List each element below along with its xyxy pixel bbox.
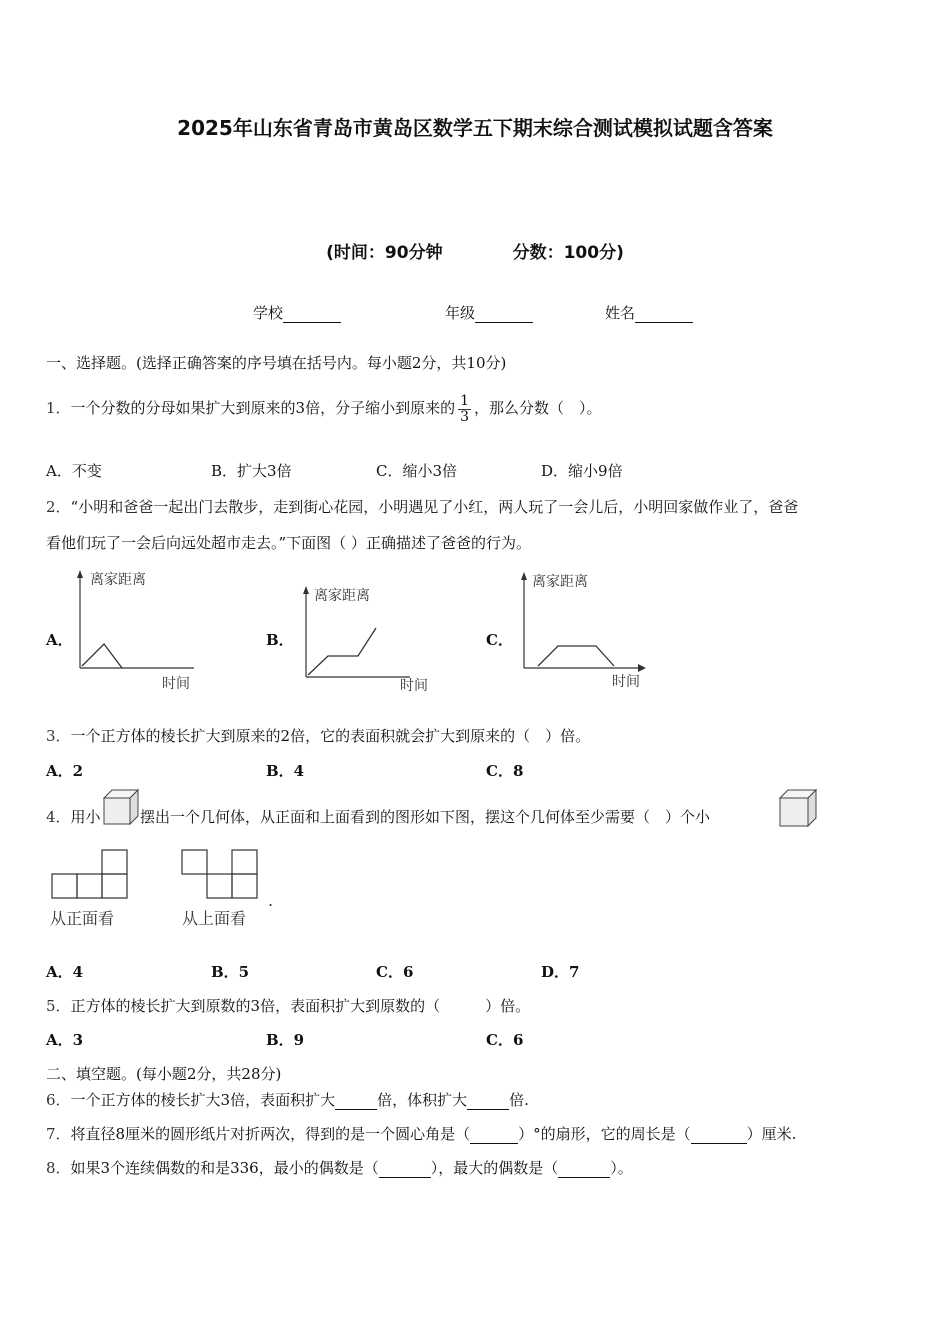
graph-a <box>64 568 199 693</box>
q6-blank-2[interactable] <box>467 1095 509 1110</box>
q3-option-a[interactable]: A．2 <box>46 762 84 780</box>
page-title: 2025年山东省青岛市黄岛区数学五下期末综合测试模拟试题含答案 <box>177 116 773 140</box>
question-6: 6．一个正方体的棱长扩大3倍，表面积扩大 倍，体积扩大 倍. <box>46 1091 529 1109</box>
q4-option-d[interactable]: D．7 <box>541 963 580 981</box>
small-cube-icon <box>102 788 140 826</box>
x-axis-label: 时间 <box>400 678 428 694</box>
q7-blank-1[interactable] <box>470 1129 518 1144</box>
x-axis-label: 时间 <box>162 676 190 692</box>
q8-blank-1[interactable] <box>379 1163 431 1178</box>
q5-option-b[interactable]: B．9 <box>266 1031 305 1049</box>
q1-option-c[interactable]: C．缩小3倍 <box>376 462 458 480</box>
q1-option-d[interactable]: D．缩小9倍 <box>541 462 623 480</box>
q4-option-c[interactable]: C．6 <box>376 963 414 981</box>
y-axis-label: 离家距离 <box>90 572 146 588</box>
question-1: 1．一个分数的分母如果扩大到原来的3倍，分子缩小到原来的 $\frac{1}{3}$ ，那么分数（ ）。 <box>46 392 602 425</box>
q1-option-a[interactable]: A．不变 <box>46 462 102 480</box>
q6-blank-1[interactable] <box>335 1095 377 1110</box>
q2-option-c[interactable]: C． <box>486 631 513 649</box>
grade-field[interactable]: 年级 <box>445 302 533 323</box>
time-label: (时间：90分钟 <box>326 243 443 263</box>
y-axis-label: 离家距离 <box>532 574 588 590</box>
q3-option-c[interactable]: C．8 <box>486 762 524 780</box>
question-7: 7．将直径8厘米的圆形纸片对折两次，得到的是一个圆心角是（ ）°的扇形，它的周长是（ ）厘米. <box>46 1125 797 1143</box>
fraction-one-third: $\frac{1}{3}$ <box>460 392 470 425</box>
q2-option-b[interactable]: B． <box>266 631 294 649</box>
period-mark: . <box>268 891 274 910</box>
q8-blank-2[interactable] <box>558 1163 610 1178</box>
q5-option-c[interactable]: C．6 <box>486 1031 524 1049</box>
q4-views-figure <box>46 844 286 934</box>
graph-b <box>290 582 440 694</box>
section1-heading: 一、选择题。(选择正确答案的序号填在括号内。每小题2分，共10分) <box>46 354 507 372</box>
x-axis-label: 时间 <box>612 674 640 690</box>
q3-option-b[interactable]: B．4 <box>266 762 305 780</box>
question-5: 5．正方体的棱长扩大到原数的3倍，表面积扩大到原数的（ ）倍。 <box>46 997 531 1015</box>
top-view-label: 从上面看 <box>182 909 247 928</box>
question-2-line2: 看他们玩了一会后向远处超市走去。”下面图（ ）正确描述了爸爸的行为。 <box>46 534 531 552</box>
front-view-label: 从正面看 <box>50 909 115 928</box>
front-view <box>52 850 127 898</box>
question-4-prefix: 4．用小 <box>46 808 101 826</box>
score-label: 分数：100分) <box>512 243 624 263</box>
question-8: 8．如果3个连续偶数的和是336，最小的偶数是（ ），最大的偶数是（ ）。 <box>46 1159 633 1177</box>
top-view <box>182 850 257 898</box>
graph-c <box>508 570 653 692</box>
small-cube-icon <box>778 788 818 828</box>
school-field[interactable]: 学校 <box>253 302 341 323</box>
question-2-line1: 2．“小明和爸爸一起出门去散步，走到街心花园，小明遇见了小红，两人玩了一会儿后，小明回家做作业了，爸爸 <box>46 498 799 516</box>
q7-blank-2[interactable] <box>691 1129 747 1144</box>
q4-option-b[interactable]: B．5 <box>211 963 250 981</box>
section2-heading: 二、填空题。(每小题2分，共28分) <box>46 1065 282 1083</box>
y-axis-label: 离家距离 <box>314 588 370 604</box>
q2-option-a[interactable]: A． <box>46 631 73 649</box>
question-3: 3．一个正方体的棱长扩大到原来的2倍，它的表面积就会扩大到原来的（ ）倍。 <box>46 727 591 745</box>
name-field[interactable]: 姓名 <box>605 302 693 323</box>
q4-option-a[interactable]: A．4 <box>46 963 84 981</box>
question-4-text: 摆出一个几何体，从正面和上面看到的图形如下图，摆这个几何体至少需要（ ）个小 <box>140 808 711 826</box>
exam-info <box>0 238 950 263</box>
q1-option-b[interactable]: B．扩大3倍 <box>211 462 292 480</box>
q5-option-a[interactable]: A．3 <box>46 1031 84 1049</box>
